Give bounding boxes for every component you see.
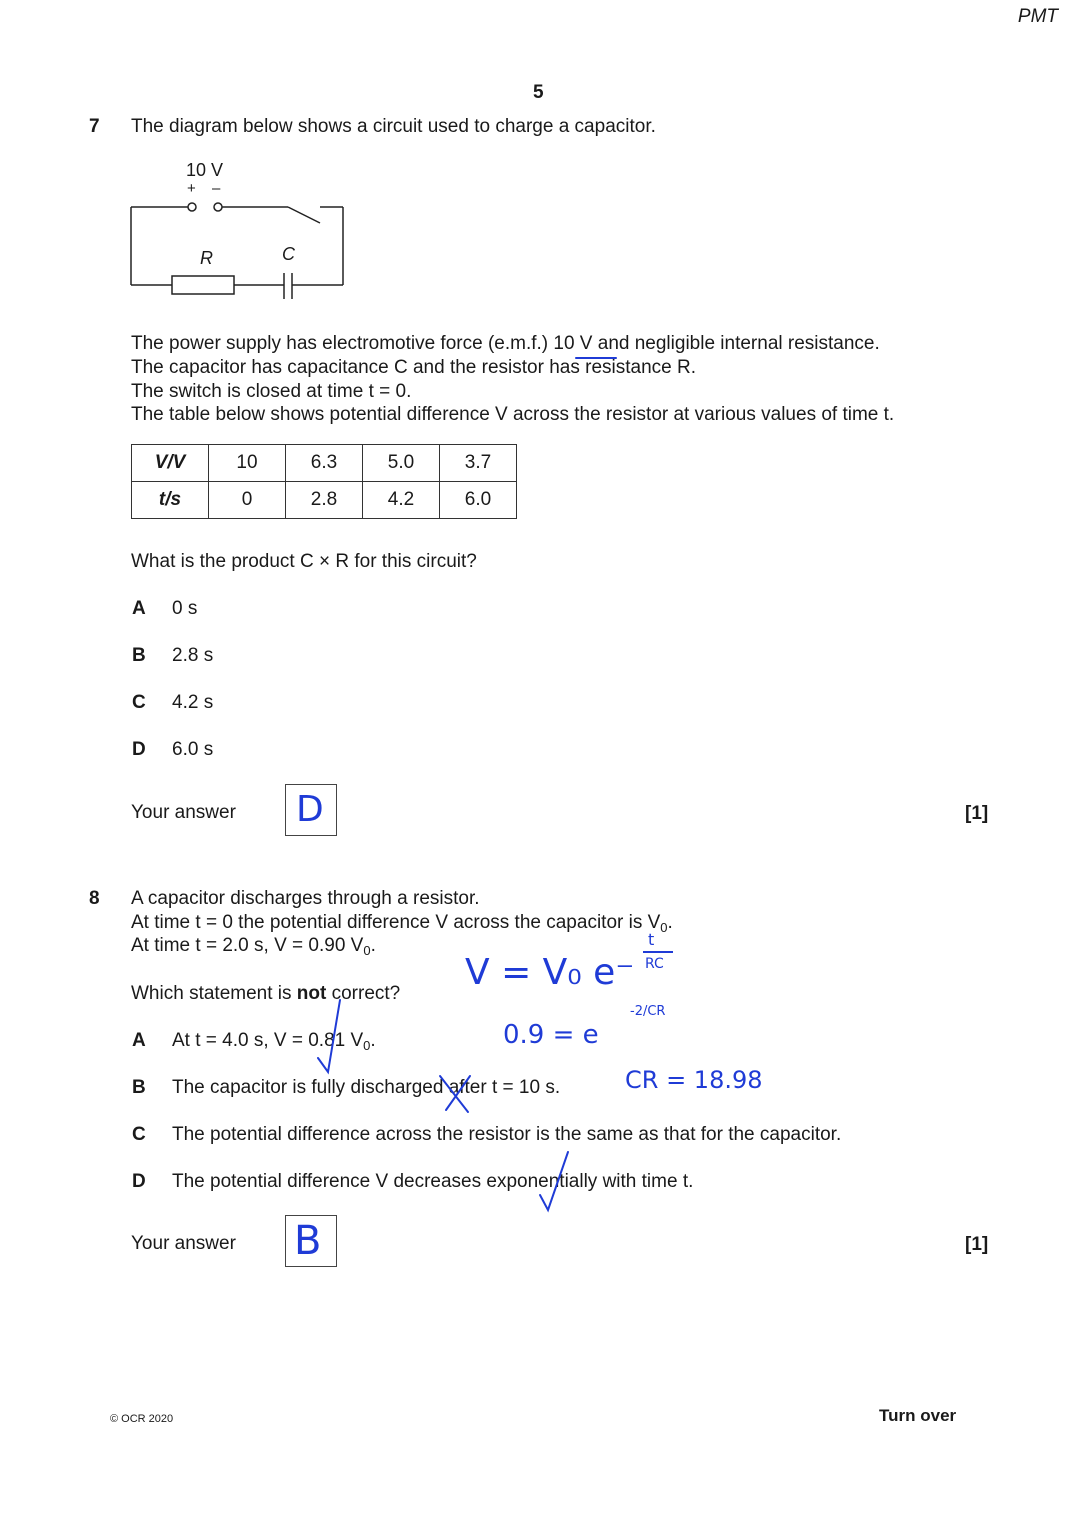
option-text: The potential difference V decreases exponentially with time t. bbox=[172, 1171, 694, 1192]
handwritten-equation-1: V = V₀ e⁻ bbox=[465, 952, 635, 993]
table-cell: 6.3 bbox=[286, 445, 363, 482]
table-cell: 3.7 bbox=[440, 445, 517, 482]
positive-terminal-icon bbox=[188, 203, 196, 211]
option-letter: A bbox=[132, 598, 146, 619]
brand-label: PMT bbox=[1017, 6, 1058, 27]
q7-intro: The diagram below shows a circuit used to charge a capacitor. bbox=[131, 116, 656, 137]
subscript: 0 bbox=[660, 920, 668, 935]
q8-line-3: At time t = 2.0 s, V = 0.90 $V_0$. bbox=[131, 935, 376, 958]
option-letter: D bbox=[132, 739, 146, 760]
option-text: The potential difference across the resistor is the same as that for the capacitor. bbox=[172, 1124, 842, 1145]
option-letter: C bbox=[132, 1124, 146, 1145]
capacitor-label: C bbox=[282, 244, 295, 264]
q8-number: 8 bbox=[89, 888, 100, 909]
q7-answer-value: D bbox=[296, 789, 324, 830]
q7-para-3: The switch is closed at time t = 0. bbox=[131, 381, 412, 402]
handwritten-equation-2: 0.9 = e bbox=[503, 1020, 599, 1050]
table-cell: 4.2 bbox=[363, 482, 440, 519]
option-letter: C bbox=[132, 692, 146, 713]
handwritten-exponent: -2/CR bbox=[630, 1004, 666, 1019]
resistor-label: R bbox=[200, 248, 213, 268]
option-letter: D bbox=[132, 1171, 146, 1192]
option-text: At t = 4.0 s, V = 0.81 $V_0$. bbox=[172, 1030, 376, 1053]
subscript: 0 bbox=[363, 943, 371, 958]
q8-line-3-text: At time t = 2.0 s, V = 0.90 V bbox=[131, 935, 364, 956]
option-text: 4.2 s bbox=[172, 692, 214, 713]
table-cell: 0 bbox=[209, 482, 286, 519]
table-row bbox=[132, 445, 517, 482]
handwritten-result: CR = 18.98 bbox=[625, 1066, 763, 1094]
supply-label: 10 V bbox=[186, 160, 224, 180]
plus-sign: + bbox=[187, 180, 196, 197]
negative-terminal-icon bbox=[214, 203, 222, 211]
page-number: 5 bbox=[533, 82, 544, 103]
table-header-voltage: V/V bbox=[132, 445, 209, 482]
voltage-time-table bbox=[131, 444, 517, 519]
option-letter: A bbox=[132, 1030, 146, 1051]
q8-question-pre: Which statement is bbox=[131, 983, 297, 1004]
q7-para-1: The power supply has electromotive force (e.m.f.) 10 V and negligible internal resistance. bbox=[131, 333, 880, 354]
subscript: 0 bbox=[363, 1038, 371, 1053]
circuit-wires bbox=[120, 155, 360, 305]
table-header-time: t/s bbox=[132, 482, 209, 519]
minus-sign: – bbox=[212, 180, 221, 197]
q8-answer-label: Your answer bbox=[131, 1233, 236, 1254]
table-cell: 2.8 bbox=[286, 482, 363, 519]
q8-line-1: A capacitor discharges through a resistor. bbox=[131, 888, 480, 909]
circuit-diagram bbox=[120, 155, 360, 305]
handwritten-frac-denominator: RC bbox=[645, 956, 664, 972]
table-cell: 6.0 bbox=[440, 482, 517, 519]
q7-question: What is the product C × R for this circuit? bbox=[131, 551, 477, 572]
q8-question-post: correct? bbox=[326, 983, 401, 1004]
resistor-icon bbox=[172, 276, 234, 294]
q8-answer-value: B bbox=[294, 1218, 322, 1264]
q7-number: 7 bbox=[89, 116, 100, 137]
option-letter: B bbox=[132, 1077, 146, 1098]
switch-icon bbox=[288, 207, 320, 223]
table-cell: 10 bbox=[209, 445, 286, 482]
option-text: 6.0 s bbox=[172, 739, 214, 760]
q7-answer-label: Your answer bbox=[131, 802, 236, 823]
table-cell: 5.0 bbox=[363, 445, 440, 482]
q8-marks: [1] bbox=[965, 1234, 989, 1255]
option-text: 0 s bbox=[172, 598, 198, 619]
handwritten-frac-bar bbox=[643, 951, 673, 953]
q7-answer-box[interactable] bbox=[285, 784, 337, 836]
q7-marks: [1] bbox=[965, 803, 989, 824]
q8-question-emphasis: not bbox=[296, 983, 327, 1004]
option-text: The capacitor is fully discharged after t = 10 s. bbox=[172, 1077, 561, 1098]
q8-answer-box[interactable] bbox=[285, 1215, 337, 1267]
copyright: © OCR 2020 bbox=[110, 1413, 174, 1425]
q7-para-2: The capacitor has capacitance C and the resistor has resistance R. bbox=[131, 357, 697, 378]
option-letter: B bbox=[132, 645, 146, 666]
handwritten-frac-numerator: t bbox=[648, 930, 655, 949]
option-text-main: At t = 4.0 s, V = 0.81 V bbox=[172, 1030, 364, 1051]
option-text: 2.8 s bbox=[172, 645, 214, 666]
table-row bbox=[132, 482, 517, 519]
q8-line-2: At time t = 0 the potential difference V across the capacitor is $V_0$. bbox=[131, 912, 673, 935]
q8-question bbox=[131, 983, 400, 1005]
q7-para-4: The table below shows potential difference V across the resistor at various values of time t. bbox=[131, 404, 895, 425]
q8-line-2-text: At time t = 0 the potential difference V across the capacitor is V bbox=[131, 912, 661, 933]
turn-over-label: Turn over bbox=[879, 1406, 957, 1425]
